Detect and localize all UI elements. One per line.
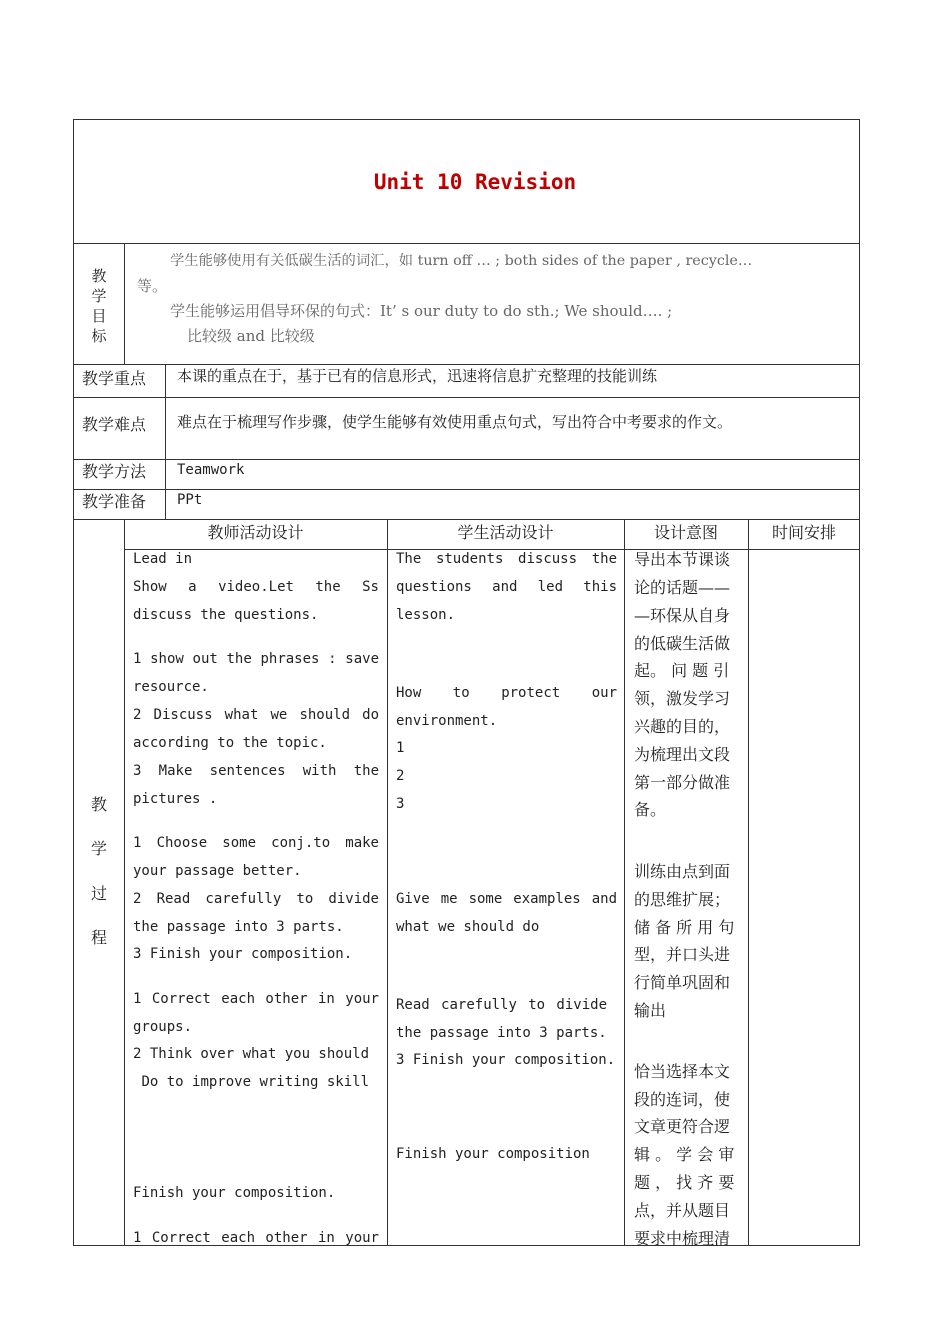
student-line: what we should do	[396, 919, 540, 935]
student-line: environment.	[396, 713, 498, 729]
header-time: 时间安排	[771, 523, 836, 542]
col-divider	[387, 519, 388, 1246]
col-divider	[748, 519, 749, 1246]
intent-line: 行简单巩固和	[634, 973, 731, 992]
intent-line: 储 备 所 用 句	[634, 918, 735, 937]
method-text: Teamwork	[177, 462, 245, 478]
teacher-line: groups.	[133, 1019, 193, 1035]
lesson-title: Unit 10 Revision	[373, 170, 577, 194]
teacher-line: discuss the questions.	[133, 607, 319, 623]
key-points-label: 教学重点	[82, 369, 147, 388]
student-line: 3	[396, 796, 405, 812]
key-points-text: 本课的重点在于，基于已有的信息形式，迅速将信息扩充整理的技能训练	[177, 367, 658, 385]
intent-line: —环保从自身	[634, 606, 731, 625]
teacher-line: 2 Think over what you should	[133, 1046, 370, 1062]
process-label-3: 过	[90, 884, 107, 903]
student-line: Read carefully to divide	[396, 997, 607, 1013]
student-line: lesson.	[396, 607, 456, 623]
process-label-1: 教	[90, 795, 107, 814]
preparation-label: 教学准备	[82, 492, 147, 511]
student-line: 2	[396, 768, 405, 784]
intent-line: 辑 。 学 会 审	[634, 1145, 735, 1164]
teacher-line: Lead in	[133, 551, 193, 567]
intent-line: 训练由点到面	[634, 862, 731, 881]
student-line: the passage into 3 parts.	[396, 1025, 607, 1041]
row-divider	[73, 397, 860, 398]
header-teacher: 教师活动设计	[207, 523, 304, 542]
col-divider	[624, 519, 625, 1246]
objectives-label: 教 学 目 标	[91, 267, 107, 345]
intent-line: 的思维扩展；	[634, 890, 731, 909]
intent-line: 恰当选择本文	[634, 1062, 731, 1081]
intent-line: 论的话题——	[634, 578, 731, 597]
teacher-line: pictures .	[133, 791, 218, 807]
intent-line: 段的连词，使	[634, 1090, 731, 1109]
student-line: How to protect our	[396, 685, 617, 701]
row-divider	[73, 243, 860, 244]
objectives-line-2: 等。	[137, 277, 168, 295]
method-label: 教学方法	[82, 462, 147, 481]
teacher-line: 2 Read carefully to divide	[133, 891, 379, 907]
teacher-line: resource.	[133, 679, 209, 695]
teacher-line: 2 Discuss what we should do	[133, 707, 379, 723]
process-label-4: 程	[90, 928, 107, 947]
intent-line: 题 ， 找 齐 要	[634, 1173, 735, 1192]
col-divider	[124, 243, 125, 364]
intent-line: 型，并口头进	[634, 945, 731, 964]
intent-line: 起。 问 题 引	[634, 661, 730, 680]
header-intent: 设计意图	[653, 523, 718, 542]
teacher-line: 1 show out the phrases : save	[133, 651, 379, 667]
intent-line: 点，并从题目	[634, 1201, 731, 1220]
teacher-line: Show a video.Let the Ss	[133, 579, 379, 595]
teacher-line: 1 Correct each other in your	[133, 991, 379, 1007]
teacher-line: according to the topic.	[133, 735, 327, 751]
objectives-line-3: 学生能够运用倡导环保的句式：It’ s our duty to do sth.; We should…. ;	[170, 302, 673, 320]
teacher-line: the passage into 3 parts.	[133, 919, 344, 935]
row-divider	[73, 364, 860, 365]
teacher-line: 3 Finish your composition.	[133, 946, 353, 962]
process-label-2: 学	[90, 839, 107, 858]
teacher-line: 1 Choose some conj.to make	[133, 835, 379, 851]
intent-line: 的低碳生活做	[634, 634, 731, 653]
student-line: The students discuss the	[396, 551, 617, 567]
student-line: 3 Finish your composition.	[396, 1052, 616, 1068]
intent-line: 领，激发学习	[634, 689, 731, 708]
student-line: Give me some examples and	[396, 891, 617, 907]
intent-line: 导出本节课谈	[634, 550, 731, 569]
difficulties-text: 难点在于梳理写作步骤，使学生能够有效使用重点句式，写出符合中考要求的作文。	[177, 413, 733, 431]
intent-line: 备。	[634, 800, 667, 819]
difficulties-label: 教学难点	[82, 415, 147, 434]
col-divider	[124, 519, 125, 1246]
objectives-line-1: 学生能够使用有关低碳生活的词汇，如 turn off … ; both sides of the paper , recycle…	[170, 253, 753, 269]
student-line: Finish your composition	[396, 1146, 590, 1162]
header-student: 学生活动设计	[457, 523, 554, 542]
student-line: questions and led this	[396, 579, 617, 595]
intent-line: 第一部分做准	[634, 773, 731, 792]
intent-line: 输出	[634, 1001, 667, 1020]
col-divider	[165, 364, 166, 519]
teacher-line: 1 Correct each other in your	[133, 1230, 379, 1246]
objectives-line-4: 比较级 and 比较级	[187, 327, 315, 345]
intent-line: 要求中梳理清	[634, 1229, 731, 1248]
teacher-line: your passage better.	[133, 863, 302, 879]
intent-line: 文章更符合逻	[634, 1117, 731, 1136]
teacher-line: 3 Make sentences with the	[133, 763, 379, 779]
teacher-line: Do to improve writing skill	[133, 1074, 370, 1090]
preparation-text: PPt	[177, 492, 203, 508]
intent-line: 为梳理出文段	[634, 745, 731, 764]
student-line: 1	[396, 740, 405, 756]
intent-line: 兴趣的目的，	[634, 717, 731, 736]
teacher-line: Finish your composition.	[133, 1185, 336, 1201]
